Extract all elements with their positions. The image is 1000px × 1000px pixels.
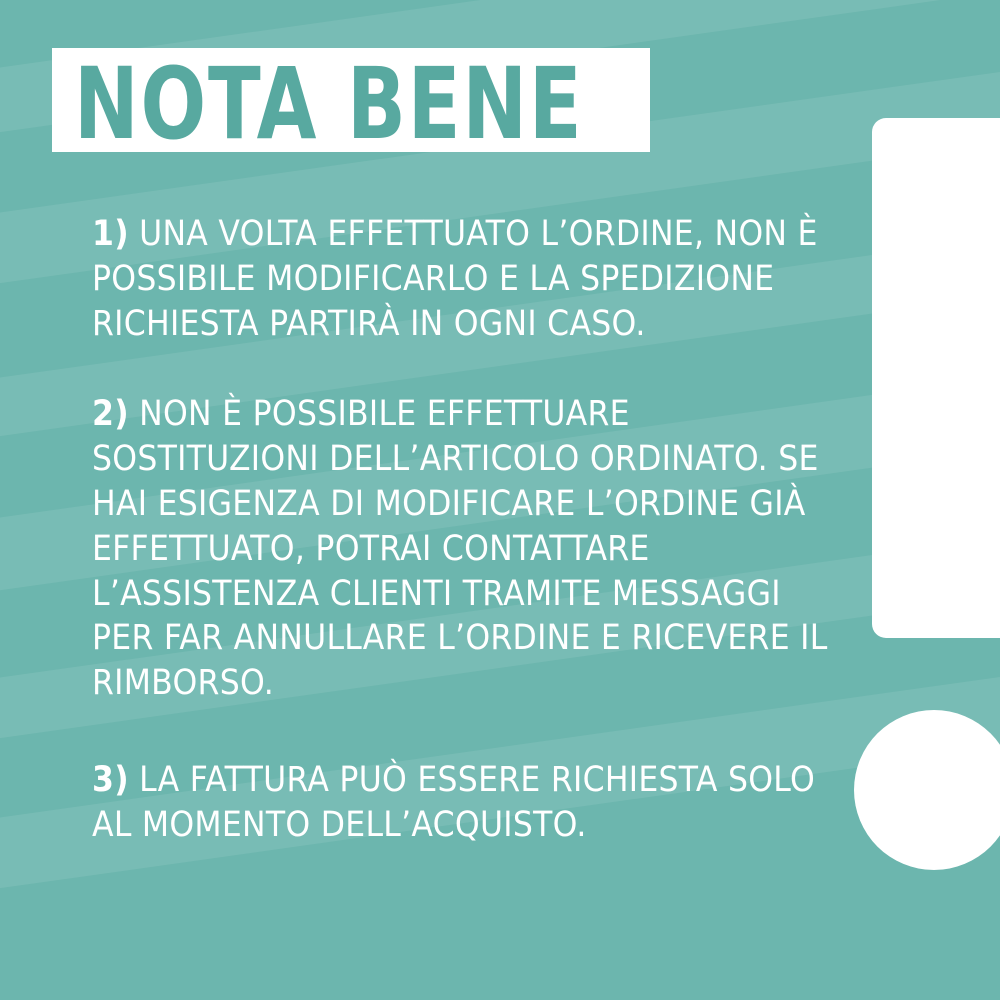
page-title bbox=[52, 45, 650, 162]
note-number: 3) bbox=[92, 759, 129, 800]
note-number: 1) bbox=[92, 214, 129, 254]
note-text: NON È POSSIBILE EFFETTUARE SOSTITUZIONI DELL’ARTICOLO ORDINATO. SE HAI ESIGENZA DI MODIFICARE L’ORDINE GIÀ EFFETTUATO, POTRAI CONTATTARE L’ASSISTENZA CLIENTI TRAMITE MESSAGGI PER FAR ANNULLARE L’ORDINE E RICEVERE IL RIMBORSO. bbox=[92, 394, 828, 704]
note-text: UNA VOLTA EFFETTUATO L’ORDINE, NON È POSSIBILE MODIFICARLO E LA SPEDIZIONE RICHIESTA PARTIRÀ IN OGNI CASO. bbox=[92, 214, 818, 344]
note-number: 2) bbox=[92, 394, 129, 435]
notes-list bbox=[92, 212, 832, 848]
note-text: LA FATTURA PUÒ ESSERE RICHIESTA SOLO AL MOMENTO DELL’ACQUISTO. bbox=[92, 759, 816, 845]
list-item bbox=[92, 392, 830, 706]
list-item bbox=[92, 212, 830, 346]
list-item bbox=[92, 758, 830, 848]
exclamation-dot-icon bbox=[854, 710, 1000, 870]
page-title-text: NOTA BENE bbox=[74, 45, 584, 162]
exclamation-mark-icon bbox=[872, 118, 1000, 638]
